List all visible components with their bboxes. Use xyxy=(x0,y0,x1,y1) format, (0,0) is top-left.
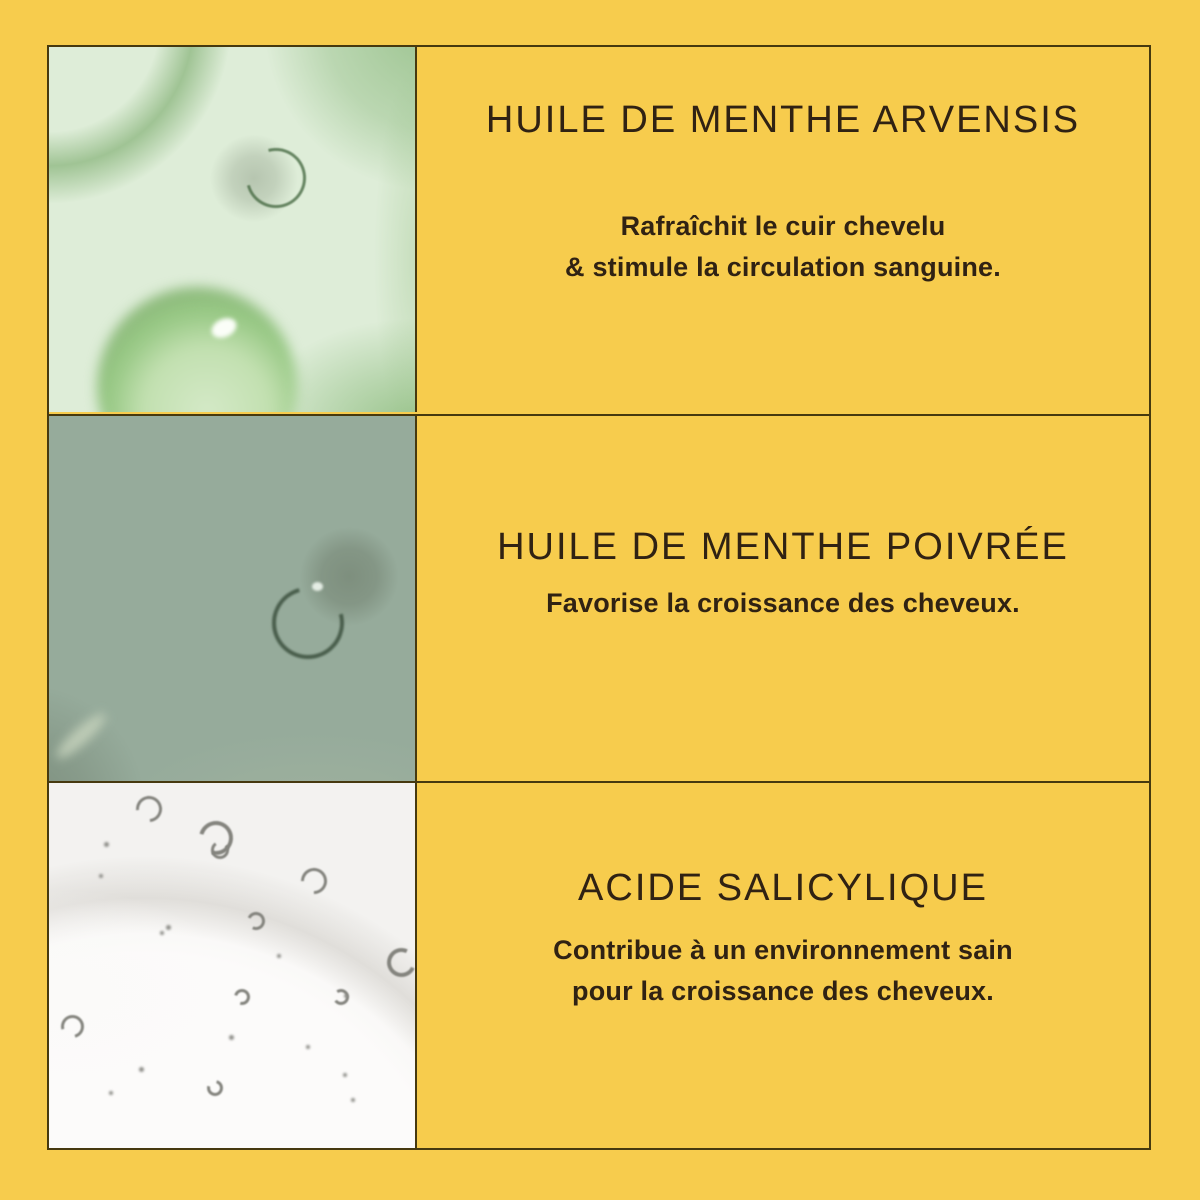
ingredient-row-arvensis xyxy=(49,47,1149,414)
gel-speck xyxy=(306,1045,310,1049)
ingredient-description xyxy=(565,206,1001,288)
ingredient-description xyxy=(553,930,1013,1012)
ingredient-row-salicylique xyxy=(49,781,1149,1148)
gel-speck xyxy=(277,954,281,958)
gel-bubble xyxy=(131,791,168,828)
gel-speck xyxy=(160,931,164,935)
description-line: Contribue à un environnement sain xyxy=(553,934,1013,965)
gel-speck xyxy=(351,1098,355,1102)
salicylic-acid-gel-photo xyxy=(49,783,417,1148)
gel-speck xyxy=(139,1067,144,1072)
ingredient-description xyxy=(546,583,1020,624)
gel-speck xyxy=(99,874,103,878)
light-streak xyxy=(52,709,110,764)
description-line: pour la croissance des cheveux. xyxy=(572,975,994,1006)
gel-bubble xyxy=(296,863,333,900)
ingredients-panel xyxy=(47,45,1151,1150)
ingredient-text-block xyxy=(417,392,1149,757)
ingredient-title: HUILE DE MENTHE POIVRÉE xyxy=(497,526,1069,568)
description-line: Rafraîchit le cuir chevelu xyxy=(620,210,946,241)
gel-speck xyxy=(166,925,171,930)
ingredient-title: HUILE DE MENTHE ARVENSIS xyxy=(485,98,1081,141)
gel-speck xyxy=(104,842,109,847)
ingredient-text-block xyxy=(417,9,1149,376)
oil-droplet-sphere xyxy=(97,287,297,412)
gel-speck xyxy=(343,1073,347,1077)
mint-arvensis-oil-photo xyxy=(49,47,417,412)
gel-bubble xyxy=(231,986,253,1008)
ingredient-row-poivree xyxy=(49,414,1149,781)
gel-bubble xyxy=(204,1077,226,1099)
gel-speck xyxy=(229,1035,234,1040)
gel-bubble xyxy=(383,944,417,981)
gel-speck xyxy=(344,994,348,998)
bubble-ring-icon xyxy=(235,137,317,219)
bubble-glint xyxy=(312,582,323,591)
gel-speck xyxy=(109,1091,113,1095)
bubble-ring-icon xyxy=(259,574,357,672)
peppermint-oil-photo xyxy=(49,416,417,781)
gel-bubble xyxy=(57,1011,88,1042)
description-line: & stimule la circulation sanguine. xyxy=(565,251,1001,282)
description-line: Favorise la croissance des cheveux. xyxy=(546,588,1020,618)
ingredient-text-block xyxy=(417,756,1149,1121)
gel-bubble xyxy=(244,909,267,932)
ingredient-title: ACIDE SALICYLIQUE xyxy=(578,866,988,909)
